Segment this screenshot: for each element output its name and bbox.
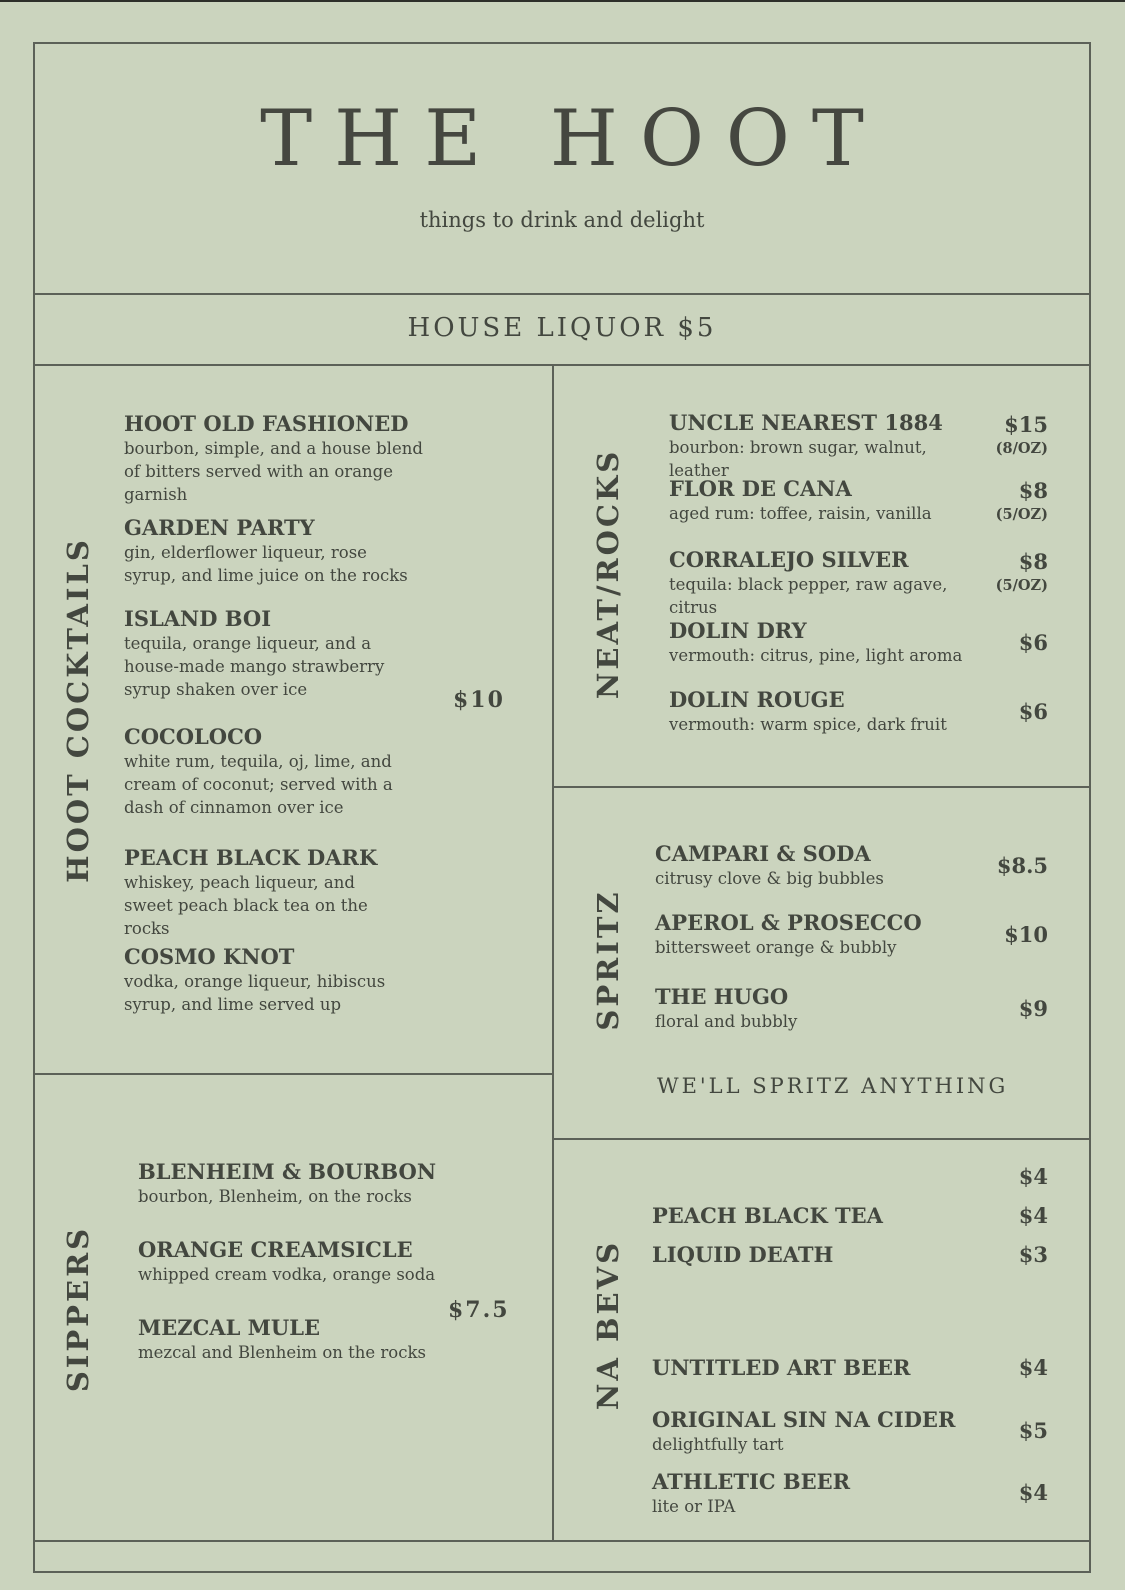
cocktail-item [124, 845, 394, 940]
menu-subtitle: things to drink and delight [419, 208, 705, 232]
item-name: APEROL & PROSECCO [655, 910, 922, 935]
spritz-item [655, 841, 955, 890]
item-price: $8 [1018, 549, 1048, 574]
item-name: HOOT OLD FASHIONED [124, 411, 409, 436]
divider-footer [33, 1540, 1091, 1542]
item-price: $3 [1018, 1242, 1048, 1267]
cocktail-item [124, 724, 414, 819]
item-desc: whiskey, peach liqueur, and sweet peach black tea on the rocks [124, 873, 368, 938]
item-name: COCOLOCO [124, 724, 263, 749]
cocktail-item [124, 411, 424, 506]
item-name: MEZCAL MULE [138, 1315, 320, 1340]
item-desc: vodka, orange liqueur, hibiscus syrup, and lime served up [124, 972, 386, 1014]
na-item [652, 1407, 972, 1456]
item-name: PEACH BLACK TEA [652, 1203, 883, 1228]
item-desc: floral and bubbly [655, 1012, 798, 1031]
divider-left [33, 1073, 553, 1075]
item-desc: mezcal and Blenheim on the rocks [138, 1343, 426, 1362]
item-name: DOLIN DRY [669, 618, 807, 643]
sipper-item [138, 1159, 438, 1208]
item-name: COSMO KNOT [124, 944, 295, 969]
item-name: BLENHEIM & BOURBON [138, 1159, 437, 1184]
na-item [652, 1355, 952, 1381]
item-desc: whipped cream vodka, orange soda [138, 1265, 436, 1284]
spritz-note: WE'LL SPRITZ ANYTHING [657, 1074, 1009, 1098]
item-price: $4 [1018, 1355, 1048, 1380]
item-name: LIQUID DEATH [652, 1242, 834, 1267]
item-name: ISLAND BOI [124, 606, 272, 631]
item-desc: gin, elderflower liqueur, rose syrup, and lime juice on the rocks [124, 543, 408, 585]
item-price: $4 [1018, 1480, 1048, 1505]
sipper-item [138, 1315, 438, 1364]
sippers-price: $7.5 [448, 1297, 510, 1323]
divider-house [33, 364, 1091, 366]
divider-right-1 [552, 786, 1091, 788]
spritz-item [655, 910, 955, 959]
item-price: $15 [1004, 412, 1048, 437]
spritz-item [655, 984, 955, 1033]
item-desc: bourbon, simple, and a house blend of bitters served with an orange garnish [124, 439, 423, 504]
item-desc: bourbon: brown sugar, walnut, leather [669, 438, 927, 480]
item-name: PEACH BLACK DARK [124, 845, 378, 870]
divider-header [33, 293, 1091, 295]
section-label-na-bevs: NA BEVS [591, 1239, 625, 1411]
section-label-spritz: SPRITZ [591, 889, 625, 1031]
house-liquor: HOUSE LIQUOR $5 [407, 313, 717, 343]
item-name: DOLIN ROUGE [669, 687, 845, 712]
item-unit: (8/OZ) [995, 440, 1048, 457]
item-name: CORRALEJO SILVER [669, 547, 909, 572]
item-name: CAMPARI & SODA [655, 841, 871, 866]
item-desc: vermouth: citrus, pine, light aroma [669, 646, 963, 665]
divider-center [552, 364, 554, 1540]
item-name: ATHLETIC BEER [652, 1469, 851, 1494]
item-desc: bittersweet orange & bubbly [655, 938, 897, 957]
item-desc: citrusy clove & big bubbles [655, 869, 884, 888]
neat-item [669, 476, 989, 525]
item-desc: white rum, tequila, oj, lime, and cream of coconut; served with a dash of cinnamon over ice [124, 752, 393, 817]
divider-right-2 [552, 1138, 1091, 1140]
menu-title: THE HOOT [260, 94, 886, 184]
item-desc: tequila: black pepper, raw agave, citrus [669, 575, 948, 617]
hoot-cocktails-price: $10 [453, 687, 505, 713]
item-price: $8 [1018, 478, 1048, 503]
neat-item [669, 618, 989, 667]
section-label-neat-rocks: NEAT/ROCKS [591, 448, 625, 700]
cocktail-item [124, 515, 424, 587]
item-desc: lite or IPA [652, 1497, 736, 1516]
item-price: $6 [1018, 630, 1048, 655]
item-price: $9 [1018, 996, 1048, 1021]
sipper-item [138, 1237, 438, 1286]
na-item [652, 1469, 952, 1518]
section-label-hoot-cocktails: HOOT COCKTAILS [61, 537, 95, 883]
item-unit: (5/OZ) [995, 506, 1048, 523]
item-desc: aged rum: toffee, raisin, vanilla [669, 504, 932, 523]
na-item [652, 1203, 952, 1229]
neat-item [669, 410, 989, 482]
item-desc: tequila, orange liqueur, and a house-made mango strawberry syrup shaken over ice [124, 634, 385, 699]
item-price: $8.5 [996, 853, 1048, 878]
item-name: ORIGINAL SIN NA CIDER [652, 1407, 956, 1432]
item-name: UNTITLED ART BEER [652, 1355, 911, 1380]
section-label-sippers: SIPPERS [61, 1225, 95, 1393]
item-name: THE HUGO [655, 984, 789, 1009]
item-name: FLOR DE CANA [669, 476, 852, 501]
neat-item [669, 687, 989, 736]
item-desc: bourbon, Blenheim, on the rocks [138, 1187, 412, 1206]
cocktail-item [124, 944, 424, 1016]
top-edge [0, 0, 1125, 2]
neat-item [669, 547, 989, 619]
item-name: GARDEN PARTY [124, 515, 315, 540]
item-price: $6 [1018, 699, 1048, 724]
item-desc: delightfully tart [652, 1435, 784, 1454]
item-unit: (5/OZ) [995, 577, 1048, 594]
item-name: ORANGE CREAMSICLE [138, 1237, 413, 1262]
cocktail-item [124, 606, 414, 701]
na-top-price: $4 [1018, 1164, 1048, 1189]
item-price: $5 [1018, 1418, 1048, 1443]
item-name: UNCLE NEAREST 1884 [669, 410, 943, 435]
item-price: $10 [1004, 922, 1048, 947]
na-item [652, 1242, 952, 1268]
item-price: $4 [1018, 1203, 1048, 1228]
item-desc: vermouth: warm spice, dark fruit [669, 715, 947, 734]
